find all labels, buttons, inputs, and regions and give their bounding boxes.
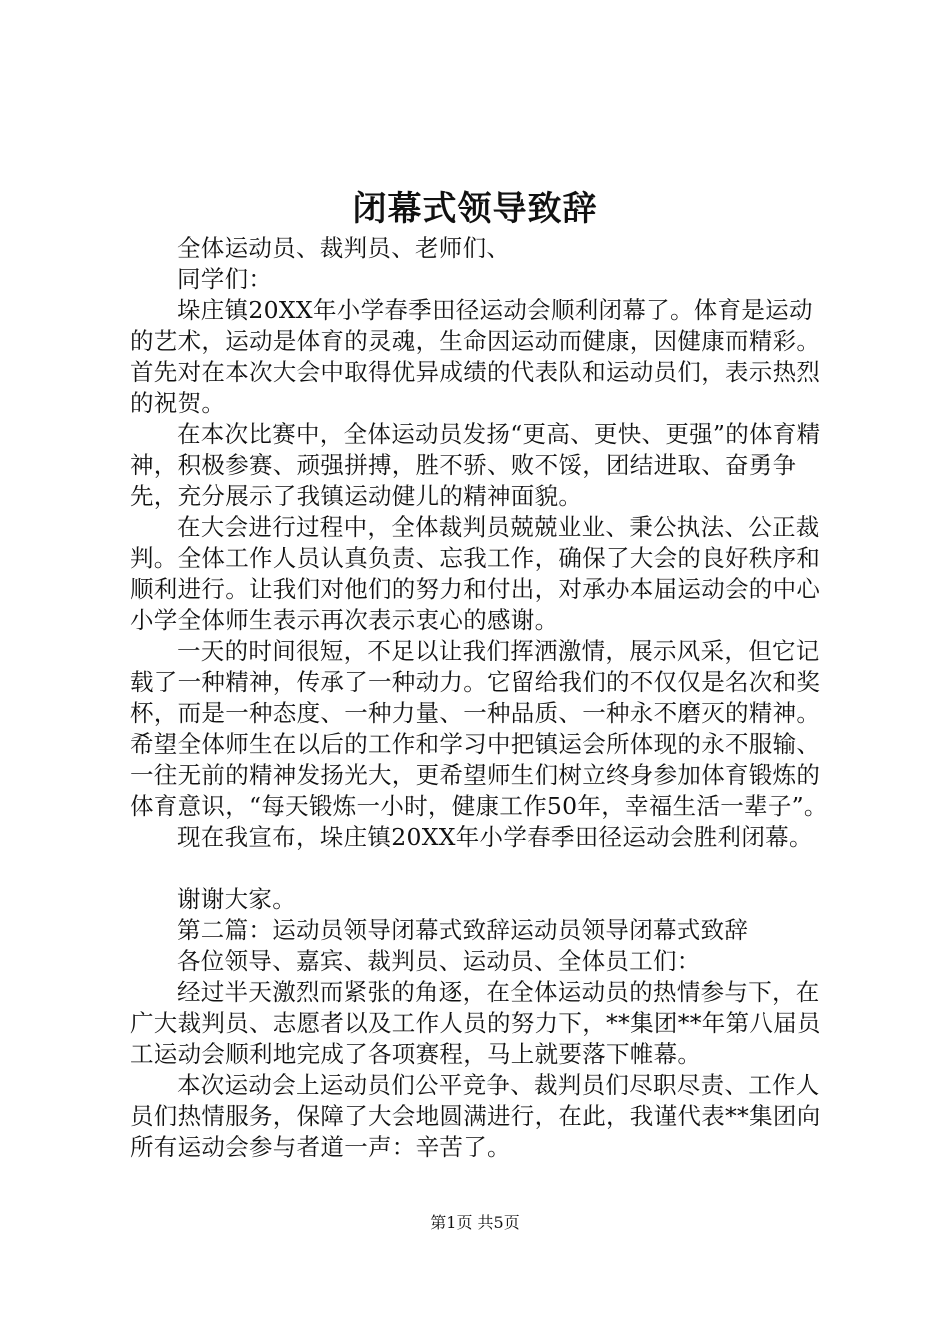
salutation-line-1: 全体运动员、裁判员、老师们、 — [177, 234, 511, 262]
paragraph-spirit: 一天的时间很短，不足以让我们挥洒激情，展示风采，但它记载了一种精神，传承了一种动力。它留给我们的不仅仅是名次和奖杯，而是一种态度、一种力量、一种品质、一种永不磨灭的精神。希望全体师生在以后的工作和学习中把镇运会所体现的永不服输、一往无前的精神发扬光大，更希望师生们树立终身参加体育锻炼的体育意识，“每天锻炼一小时，健康工作50年，幸福生活一辈子”。 — [130, 637, 828, 820]
paragraph-athletes: 在本次比赛中，全体运动员发扬“更高、更快、更强”的体育精神，积极参赛、顽强拼搏，胜不骄、败不馁，团结进取、奋勇争先，充分展示了我镇运动健儿的精神面貌。 — [130, 420, 821, 510]
paragraph-referees: 在大会进行过程中，全体裁判员兢兢业业、秉公执法、公正裁判。全体工作人员认真负责、忘我工作，确保了大会的良好秩序和顺利进行。让我们对他们的努力和付出，对承办本届运动会的中心小学全体师生表示再次表示衷心的感谢。 — [130, 513, 821, 634]
page-footer: 第1页 共5页 — [430, 1213, 520, 1232]
paragraph-second-opening: 经过半天激烈而紧张的角逐，在全体运动员的热情参与下，在广大裁判员、志愿者以及工作人员的努力下，**集团**年第八届员工运动会顺利地完成了各项赛程，马上就要落下帷幕。 — [130, 978, 821, 1068]
paragraph-announcement: 现在我宣布，垛庄镇20XX年小学春季田径运动会胜利闭幕。 — [177, 823, 813, 851]
document-body — [130, 233, 835, 1163]
paragraph-opening: 垛庄镇20XX年小学春季田径运动会顺利闭幕了。体育是运动的艺术，运动是体育的灵魂，生命因运动而健康，因健康而精彩。首先对在本次大会中取得优异成绩的代表队和运动员们，表示热烈的祝贺。 — [130, 296, 821, 417]
paragraph-thanks: 谢谢大家。 — [177, 885, 296, 913]
page-title: 闭幕式领导致辞 — [352, 189, 598, 229]
salutation-second: 各位领导、嘉宾、裁判员、运动员、全体员工们： — [177, 947, 701, 975]
paragraph-second-thanks: 本次运动会上运动员们公平竞争、裁判员们尽职尽责、工作人员们热情服务，保障了大会地圆满进行，在此，我谨代表**集团向所有运动会参与者道一声：辛苦了。 — [130, 1071, 821, 1161]
section-heading-second: 第二篇：运动员领导闭幕式致辞运动员领导闭幕式致辞 — [177, 916, 749, 944]
salutation-line-2: 同学们： — [177, 265, 273, 293]
blank-line — [130, 853, 835, 884]
